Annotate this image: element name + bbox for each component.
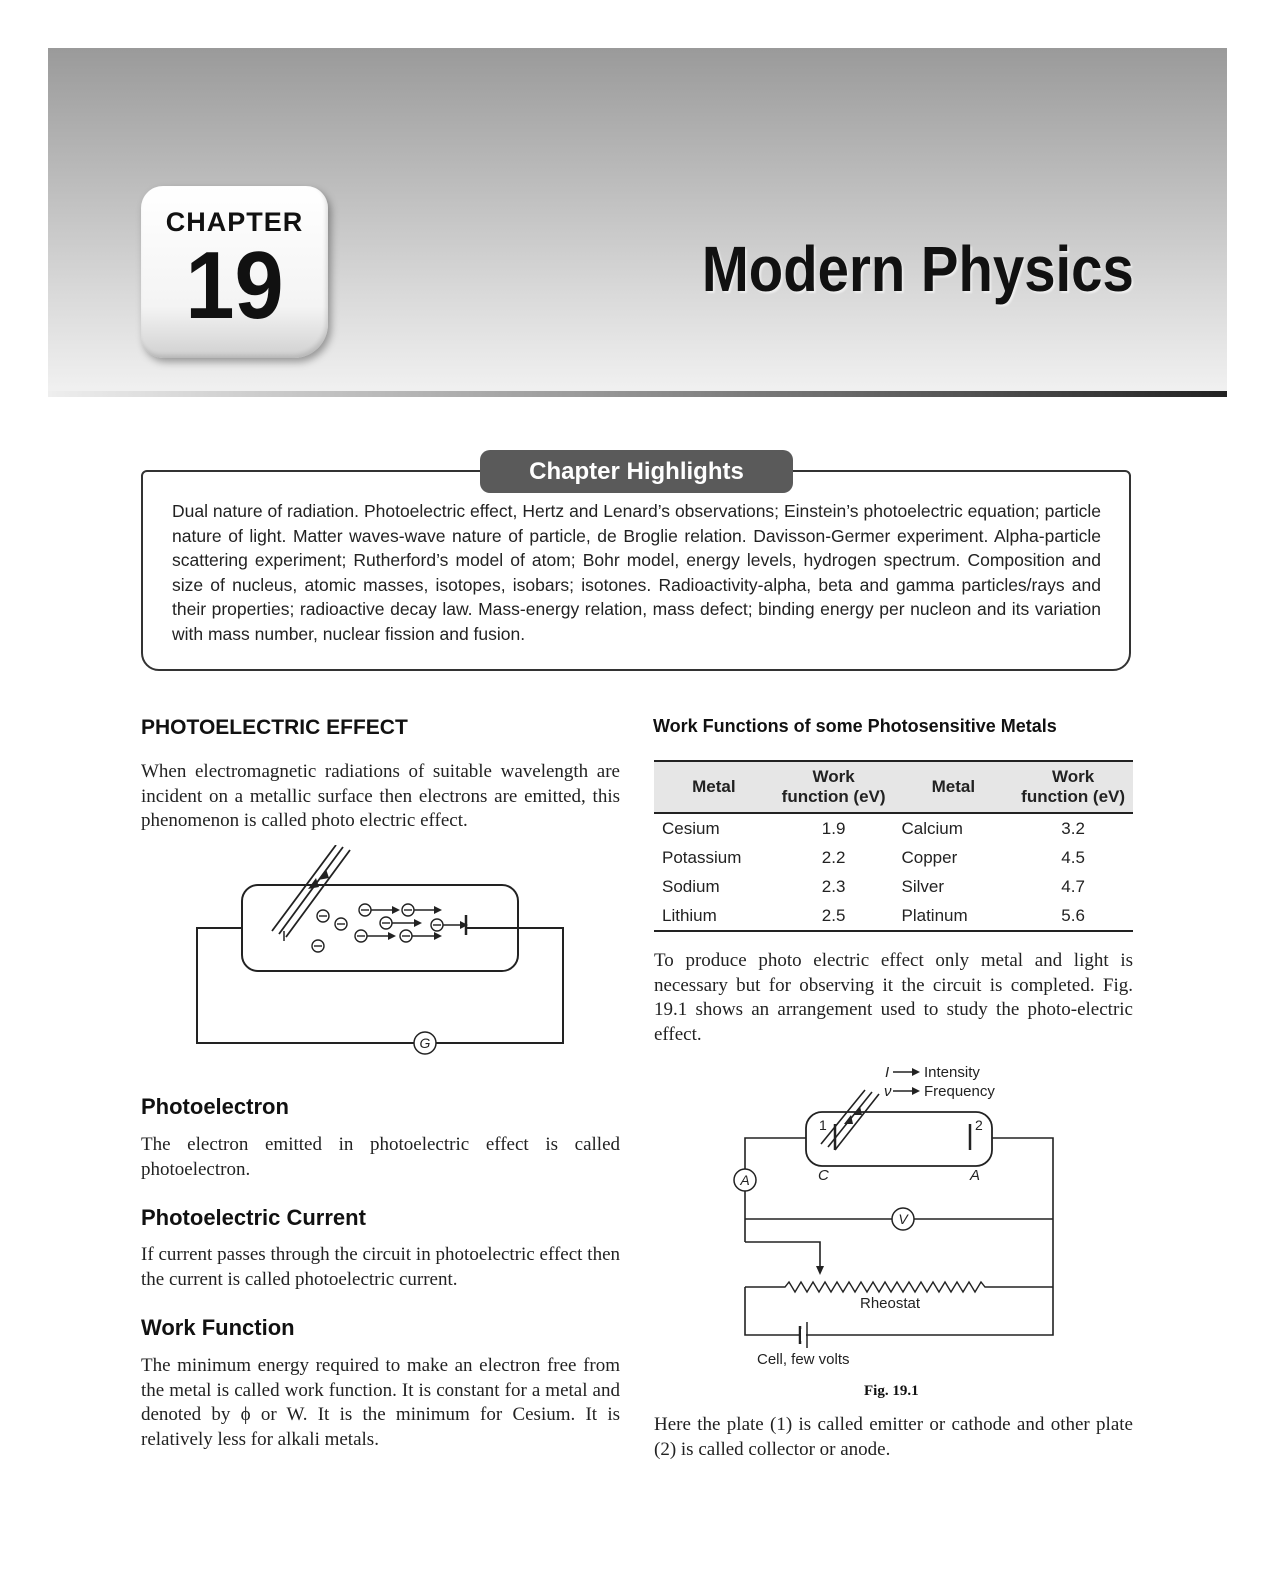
table-cell: Potassium: [662, 847, 742, 867]
photoelectric-current-heading: Photoelectric Current: [141, 1205, 366, 1230]
rheostat-slider-arrow: [816, 1266, 824, 1275]
table-cell: Platinum: [894, 901, 1014, 931]
work-function-text: The minimum energy required to make an electron free from the metal is called work function. It is constant for a metal and denoted by ϕ or W. It is the minimum for Cesium. It is relatively less for alkali metals.: [141, 1355, 620, 1450]
figure-19-1-circuit: [730, 1058, 1060, 1378]
table-cell: 5.6: [1013, 901, 1133, 931]
banner-divider: [48, 391, 1227, 397]
table-cell: Cesium: [662, 818, 720, 838]
table-cell: Calcium: [901, 818, 963, 838]
table-cell: 4.7: [1061, 876, 1085, 896]
table-header-cell: Work function (eV): [1013, 761, 1133, 813]
cathode-label: C: [818, 1167, 829, 1184]
anode-label: A: [970, 1167, 981, 1184]
chapter-title: Modern Physics: [702, 233, 1134, 305]
table-header-cell: Work function (eV): [774, 761, 894, 813]
table-cell: 1.9: [821, 818, 846, 838]
photoelectric-figure: [190, 845, 575, 1060]
highlights-heading: Chapter Highlights: [480, 450, 793, 493]
galvanometer-label: G: [419, 1035, 431, 1051]
photoelectric-effect-text: When electromagnetic radiations of suitable wavelength are incident on a metallic surface then electrons are emitted, this phenomenon is called photo electric effect.: [141, 761, 620, 831]
figure-caption: Fig. 19.1: [864, 1383, 919, 1399]
photoelectric-current-text: If current passes through the circuit in photoelectric effect then the current is called photoelectric current.: [141, 1244, 620, 1290]
plate-2-label: 2: [975, 1117, 983, 1133]
table-cell: 2.5: [774, 901, 894, 931]
photoelectron-text: The electron emitted in photoelectric effect is called photoelectron.: [141, 1134, 620, 1180]
work-function-heading: Work Function: [141, 1315, 295, 1340]
cell-label: Cell, few volts: [757, 1351, 850, 1368]
table-cell: Lithium: [654, 901, 774, 931]
table-cell: 2.2: [821, 847, 846, 867]
table-cell: Sodium: [662, 876, 720, 896]
voltmeter-label: V: [898, 1211, 908, 1227]
highlights-text: Dual nature of radiation. Photoelectric effect, Hertz and Lenard’s observations; Einstein’s photoelectric equation; particle nature of light. Matter waves-wave nature of particle, de Broglie relation. Davisson-Germer experiment. Alpha-particle scattering experiment; Rutherford’s model of atom; Bohr model, energy levels, hydrogen spectrum. Composition and size of nucleus, atomic masses, isotopes, isobars; isotones. Radioactivity-alpha, beta and gamma particles/rays and their properties; radioactive decay law. Mass-energy relation, mass defect; binding energy per nucleon and its variation with mass number, nuclear fission and fusion.: [172, 501, 1101, 644]
table-cell: Copper: [901, 847, 958, 867]
table-cell: Silver: [901, 876, 945, 896]
table-cell: 3.2: [1061, 818, 1085, 838]
legend-intensity: Intensity: [924, 1064, 980, 1081]
legend-intensity-symbol: I: [885, 1064, 890, 1081]
plate-1-label: 1: [819, 1117, 827, 1133]
table-row: [654, 813, 1133, 843]
table-row: [654, 843, 1133, 872]
table-header-row: [654, 761, 1133, 813]
chapter-badge: [141, 186, 328, 358]
table-cell: 4.5: [1061, 847, 1085, 867]
incident-light-rays: [272, 845, 350, 937]
legend-frequency-symbol: ν: [884, 1083, 892, 1100]
table-cell: 2.3: [821, 876, 846, 896]
table-row: [654, 901, 1133, 931]
circuit-text: To produce photo electric effect only metal and light is necessary but for observing it the circuit is completed. Fig. 19.1 shows an arrangement used to study the photo-electric effect.: [654, 950, 1133, 1045]
chapter-number: 19: [185, 232, 284, 339]
legend-frequency: Frequency: [924, 1083, 995, 1100]
ammeter-label: A: [740, 1172, 750, 1188]
photoelectron-heading: Photoelectron: [141, 1094, 289, 1119]
table-row: [654, 872, 1133, 901]
table-header-cell: Metal: [654, 761, 774, 813]
plates-text: Here the plate (1) is called emitter or cathode and other plate (2) is called collector or anode.: [654, 1414, 1133, 1460]
chapter-label: CHAPTER: [165, 207, 304, 237]
table-header-cell: Metal: [894, 761, 1014, 813]
rheostat-label: Rheostat: [860, 1295, 921, 1312]
work-function-table: [654, 760, 1133, 932]
photoelectric-effect-heading: PHOTOELECTRIC EFFECT: [141, 716, 408, 739]
table-title: Work Functions of some Photosensitive Metals: [653, 716, 1057, 736]
rheostat: [745, 1282, 1053, 1292]
